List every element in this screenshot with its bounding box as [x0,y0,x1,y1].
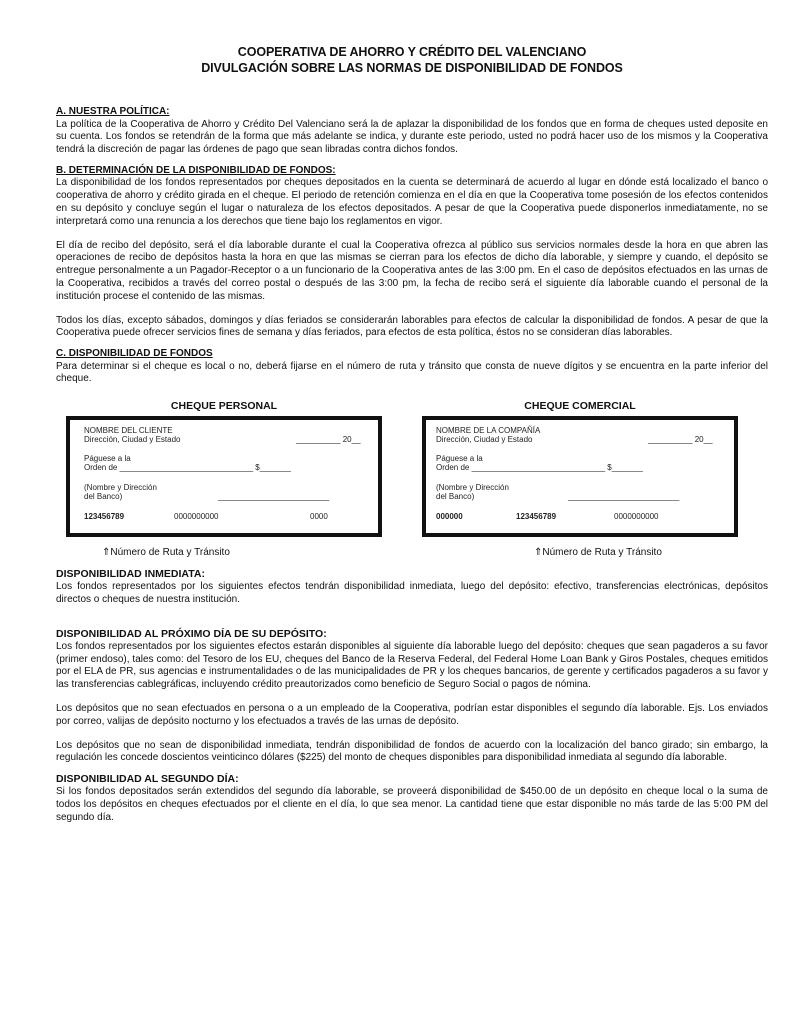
cheque-bank-label: (Nombre y Dirección [436,483,509,493]
cheque-address: Dirección, Ciudad y Estado [84,435,181,445]
segundo-dia-heading: DISPONIBILIDAD AL SEGUNDO DÍA: [56,773,239,786]
cheque-number: 000000 [436,512,463,522]
section-c-text: Para determinar si el cheque es local o no, deberá fijarse en el número de ruta y tránsito que consta de nueve dígitos y se encuentra en la parte inferior del cheque. [56,360,768,385]
inmediata-text: Los fondos representados por los siguientes efectos tendrán disponibilidad inmediata, luego del depósito: efectivo, transferencias electrónicas, depósitos directos o cheques de nuestra institución. [56,581,768,606]
cheque-routing-number: 123456789 [84,512,125,522]
cheque-number: 0000 [310,512,328,522]
section-a-heading: A. NUESTRA POLÍTICA: [56,106,170,117]
section-c-heading: C. DISPONIBILIDAD DE FONDOS [56,348,213,360]
document-title: COOPERATIVA DE AHORRO Y CRÉDITO DEL VALENCIANO [237,45,587,59]
commercial-cheque-illustration [422,416,738,537]
segundo-dia-text: Si los fondos depositados serán extendidos del segundo día laborable, se proveerá disponibilidad de $450.00 de un depósito en cheque local o la suma de todos los depósitos en cheques efectuados por el cliente en el día, lo que sea menor. La cantidad tiene que estar disponible no más tarde de las 5:00 PM del segundo día. [56,786,768,823]
personal-cheque-title: CHEQUE PERSONAL [170,400,278,413]
proximo-dia-paragraph-3: Los depósitos que no sean de disponibilidad inmediata, tendrán disponibilidad de fondos de acuerdo con la localización del banco girado; sin embargo, la regulación les concede doscientos veinticinco dólares ($225) del monto de cheques disponibles para disponibilidad inmediata al segundo día laborable. [56,739,768,764]
cheque-bank-label: (Nombre y Dirección [84,483,157,493]
cheque-account-number: 0000000000 [174,512,219,522]
section-a-text: La política de la Cooperativa de Ahorro y Crédito Del Valenciano será la de aplazar la disponibilidad de los fondos que en forma de cheques usted deposite en su cuenta. Los fondos se retendrán de la forma que más adelante se indica, y durante este periodo, usted no podrá hacer uso de los mismos y la Cooperativa tendrá la discreción de pagar las órdenes de pago que sean libradas contra dichos fondos. [56,118,768,156]
cheque-address: Dirección, Ciudad y Estado [436,435,533,445]
cheque-bank-label-2: del Banco) [84,492,123,502]
proximo-dia-heading: DISPONIBILIDAD AL PRÓXIMO DÍA DE SU DEPÓSITO: [56,627,327,640]
section-b-paragraph-1: La disponibilidad de los fondos representados por cheques depositados en la cuenta se determinará de acuerdo al lugar en dónde está localizado el banco o cooperativa de ahorro y crédito girada en el cheque. El periodo de retención comienza en el día en que la Cooperativa tome posesión de los efectos contenidos en su depósito y concluye según el lugar o naturaleza de los efectos depositados. A pesar de que la Cooperativa puede disponerlos inmediatamente, no se interpretará como una renuncia a los derechos que tiene bajo los reglamentos en vigor. [56,177,768,227]
commercial-cheque-example [422,400,738,537]
section-b-paragraph-3: Todos los días, excepto sábados, domingos y días feriados se considerarán laborables para efectos de calcular la disponibilidad de fondos. A pesar de que la Cooperativa puede ofrecer servicios fines de semana y días feriados, para efectos de esta política, éstos no se consideran días laborables. [56,314,768,339]
cheque-account-number: 0000000000 [614,512,659,522]
cheque-company-name: NOMBRE DE LA COMPAÑÍA [436,426,541,436]
proximo-dia-paragraph-2: Los depósitos que no sean efectuados en persona o a un empleado de la Cooperativa, podrían estar disponibles el segundo día laborable. Ejs. Los enviados por correo, valijas de depósito nocturno y los efectuados a través de las urnas de depósito. [56,703,768,727]
cheque-pay-to-label: Páguese a la [84,454,131,464]
personal-cheque-illustration [66,416,382,537]
cheque-examples [56,400,768,560]
cheque-date-line: __________ 20__ [296,435,361,445]
commercial-cheque-title: CHEQUE COMERCIAL [524,400,636,413]
cheque-bank-label-2: del Banco) [436,492,475,502]
document-page [56,44,768,825]
section-b-paragraph-2: El día de recibo del depósito, será el día laborable durante el cual la Cooperativa ofrezca al público sus servicios normales desde la hora en que abren las operaciones de recibo de depósitos hasta la hora en que las mismas se cierran para los efectos de dicho día laborable, y siempre y cuando, el depósito se entregue personalmente a un Pagador-Receptor o a un funcionario de la Cooperativa antes de las 3:00 pm. En el caso de depósitos efectuados en las urnas de la Cooperativa, recibidos a través del correo postal o después de las 3:00 pm, la fecha de recibo será el siguiente día laborable cuando el personal de la institución procese el contenido de las mismas. [56,239,768,302]
cheque-routing-number: 123456789 [516,512,557,522]
inmediata-heading: DISPONIBILIDAD INMEDIATA: [56,568,205,581]
cheque-pay-to-label: Páguese a la [436,454,483,464]
document-subtitle: DIVULGACIÓN SOBRE LAS NORMAS DE DISPONIBILIDAD DE FONDOS [201,61,623,75]
cheque-client-name: NOMBRE DEL CLIENTE [84,426,173,436]
section-b-heading: B. DETERMINACIÓN DE LA DISPONIBILIDAD DE FONDOS: [56,164,336,176]
cheque-date-line: __________ 20__ [648,435,713,445]
personal-cheque-example [66,400,382,537]
personal-routing-note: ⇑Número de Ruta y Tránsito [102,547,230,559]
proximo-dia-paragraph-1: Los fondos representados por los siguientes efectos estarán disponibles al siguiente día laborable luego del depósito: cheques que sean pagaderos a su favor (primer endoso), tales como: del Tesoro de los EU, cheques del Banco de la Reserva Federal, del Federal Home Loan Bank y Giros Postales, cheques emitidos por el ELA de PR, sus agencias e instrumentalidades o de las municipalidades de PR y los cheques bancarios, de gerente y certificados pagaderos a su favor y las transferencias cablegráficas, incluyendo crédito preautorizados como beneficio de Seguro Social o pagos de nómina. [56,640,768,691]
commercial-routing-note: ⇑Número de Ruta y Tránsito [534,547,662,559]
cheque-signature-line: _________________________ [568,492,680,502]
cheque-pay-to-line: Orden de ______________________________ $_______ [84,463,291,473]
cheque-signature-line: _________________________ [218,492,330,502]
cheque-pay-to-line: Orden de ______________________________ $_______ [436,463,643,473]
